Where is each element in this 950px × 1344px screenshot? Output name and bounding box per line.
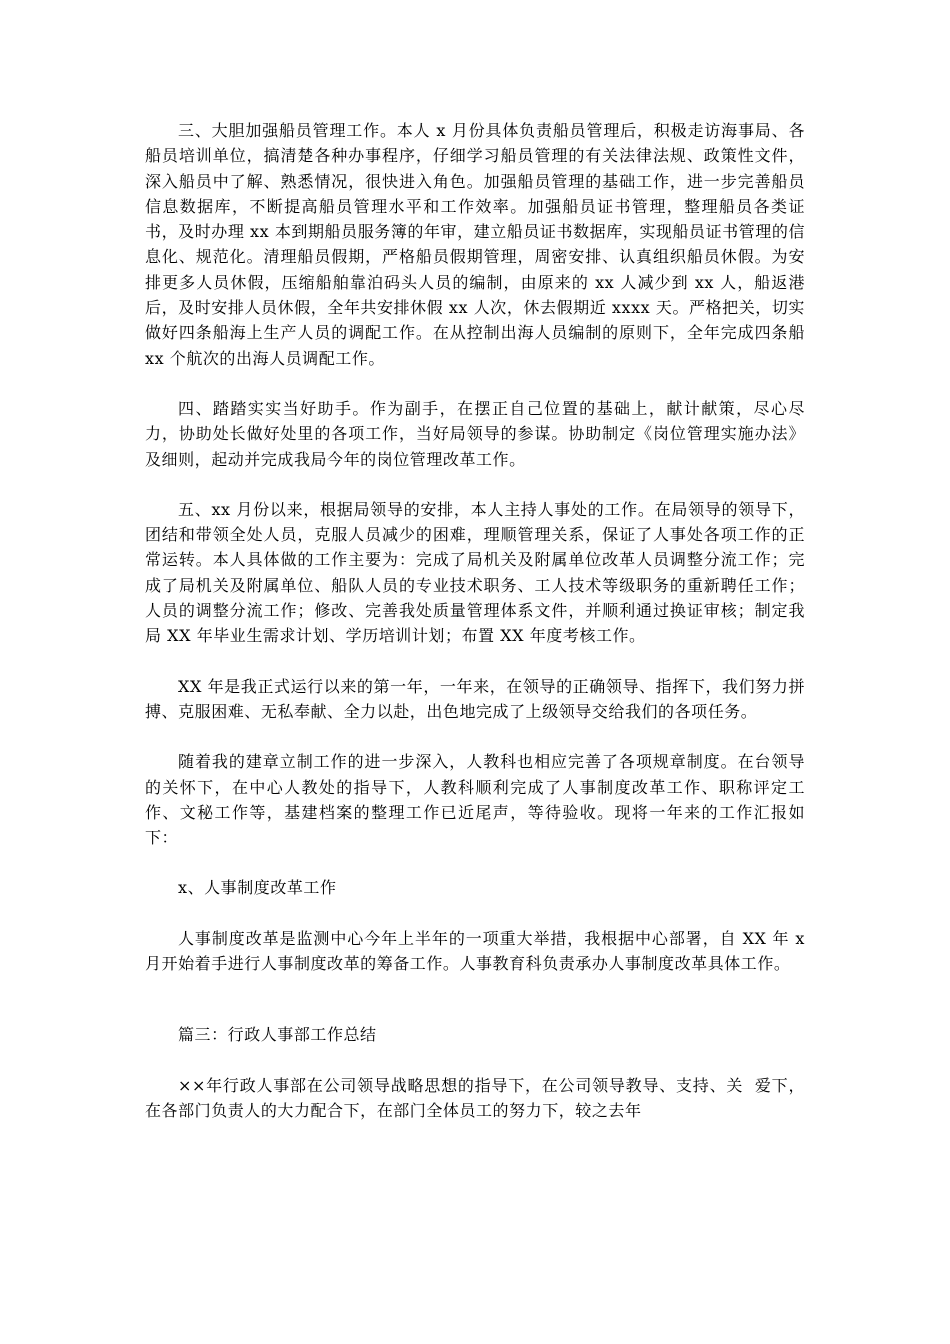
paragraph-hr-reform: 人事制度改革是监测中心今年上半年的一项重大举措，我根据中心部署，自 XX 年 x 月开始着手进行人事制度改革的筹备工作。人事教育科负责承办人事制度改革具体工作。 <box>145 928 811 974</box>
paragraph-hr-department-lead: 五、xx 月份以来，根据局领导的安排，本人主持人事处的工作。在局领导的领导下，团结和带领全处人员，克服人员减少的困难，理顺管理关系，保证了人事处各项工作的正常运转。本人具体做的工作主要为：完成了局机关及附属单位改革人员调整分流工作；完成了局机关及附属单位、船队人员的专业技术职务、工人技术等级职务的重新聘任工作；人员的调整分流工作；修改、完善我处质量管理体系文件，并顺利通过换证审核；制定我局 XX 年毕业生需求计划、学历培训计划；布置 XX 年度考核工作。 <box>145 499 805 646</box>
document-page <box>145 118 811 1148</box>
paragraph-rules-improvement: 随着我的建章立制工作的进一步深入，人教科也相应完善了各项规章制度。在台领导的关怀下，在中心人教处的指导下，人教科顺利完成了人事制度改革工作、职称评定工作、文秘工作等，基建档案的整理工作已近尾声，等待验收。现将一年来的工作汇报如下： <box>145 752 805 848</box>
section-spacer <box>145 1001 805 1022</box>
paragraph-first-year-summary: XX 年是我正式运行以来的第一年，一年来，在领导的正确领导、指挥下，我们努力拼搏、克服困难、无私奉献、全力以赴，出色地完成了上级领导交给我们的各项任务。 <box>145 676 805 721</box>
paragraph-admin-hr-summary: ××年行政人事部在公司领导战略思想的指导下，在公司领导教导、支持、关 爱下，在各部门负责人的大力配合下，在部门全体员工的努力下，较之去年 <box>145 1075 805 1120</box>
paragraph-assistant-role: 四、踏踏实实当好助手。作为副手，在摆正自己位置的基础上，献计献策，尽心尽力，协助处长做好处里的各项工作，当好局领导的参谋。协助制定《岗位管理实施办法》及细则，起动并完成我局今年的岗位管理改革工作。 <box>145 398 805 469</box>
paragraph-ship-crew-management: 三、大胆加强船员管理工作。本人 x 月份具体负责船员管理后，积极走访海事局、各船员培训单位，搞清楚各种办事程序，仔细学习船员管理的有关法律法规、政策性文件，深入船员中了解、熟悉情况，很快进入角色。加强船员管理的基础工作，进一步完善船员信息数据库，不断提高船员管理水平和工作效率。加强船员证书管理，整理船员各类证书，及时办理 xx 本到期船员服务簿的年审，建立船员证书数据库，实现船员证书管理的信息化、规范化。清理船员假期，严格船员假期管理，周密安排、认真组织船员休假。为安排更多人员休假，压缩船舶靠泊码头人员的编制，由原来的 xx 人减少到 xx 人，船返港后，及时安排人员休假，全年共安排休假 xx 人次，休去假期近 xxxx 天。严格把关，切实做好四条船海上生产人员的调配工作。在从控制出海人员编制的原则下，全年完成四条船 xx 个航次的出海人员调配工作。 <box>145 121 811 368</box>
section-heading-hr-reform: x、人事制度改革工作 <box>178 878 337 898</box>
chapter-heading-part-three: 篇三：行政人事部工作总结 <box>178 1025 377 1045</box>
